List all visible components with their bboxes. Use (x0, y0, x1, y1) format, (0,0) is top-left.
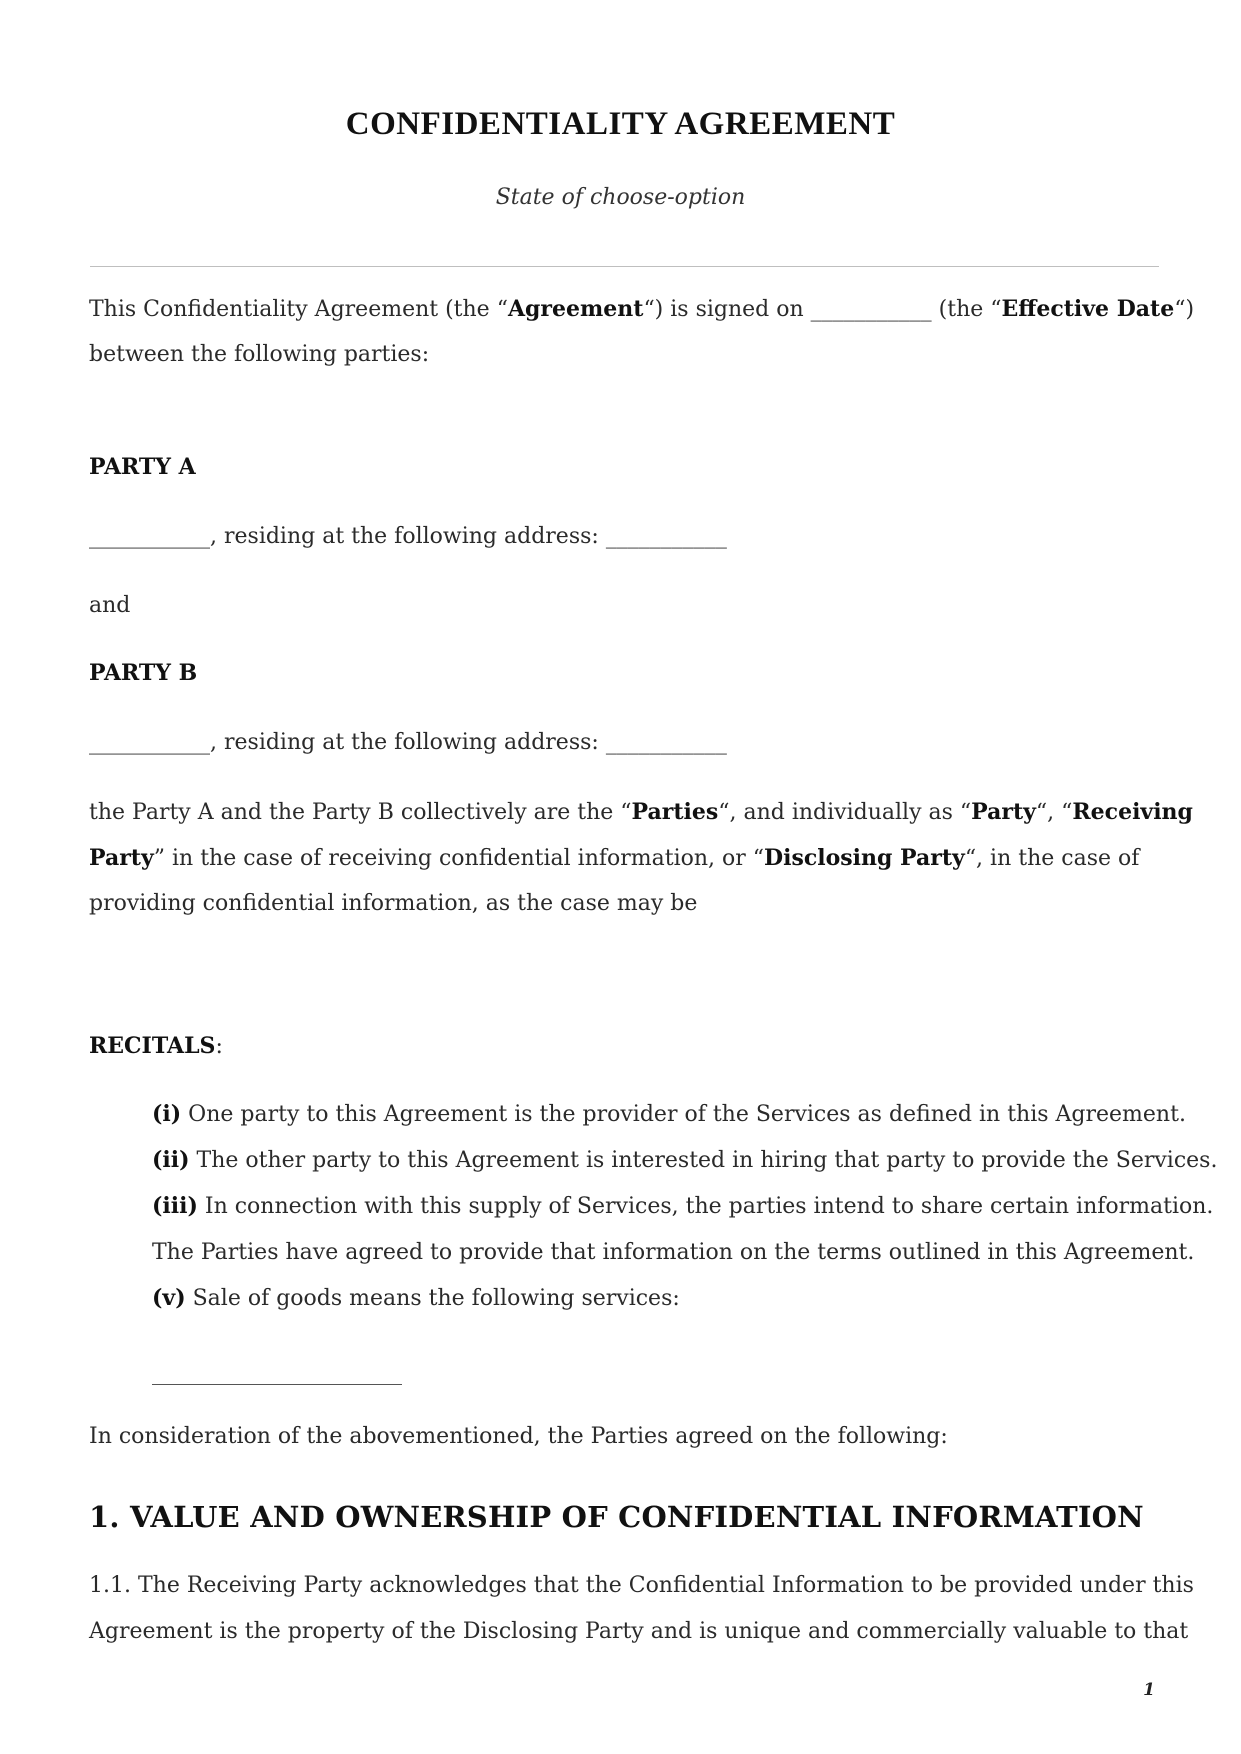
defined-term-disclosing-party: Disclosing Party (764, 845, 965, 871)
clause-1-1-line-1: 1.1. The Receiving Party acknowledges that the Confidential Information to be provided under this (89, 1573, 1194, 1598)
intro-text: This Confidentiality Agreement (the “ (89, 297, 508, 322)
party-b-details (89, 727, 727, 759)
definitions-text: “, in the case of (964, 846, 1140, 871)
defined-term-party: Party (971, 799, 1036, 825)
defined-term-parties: Parties (631, 799, 719, 825)
section-1-heading: 1. VALUE AND OWNERSHIP OF CONFIDENTIAL INFORMATION (89, 1500, 1144, 1534)
recital-text: In connection with this supply of Services, the parties intend to share certain information. (197, 1194, 1214, 1219)
party-b-name-blank: ___________ (89, 730, 210, 755)
definitions-text: “, “ (1035, 800, 1073, 825)
intro-line-1 (89, 293, 1194, 326)
defined-term-receiving-party: Party (89, 845, 154, 871)
recitals-heading (89, 1030, 223, 1063)
recital-marker: (iii) (152, 1193, 198, 1219)
party-b-heading: PARTY B (89, 660, 198, 686)
party-b-residing-text: , residing at the following address: (210, 730, 606, 755)
recital-item (152, 1282, 680, 1315)
definitions-line-2 (89, 842, 1139, 875)
recitals-heading-label: RECITALS (89, 1033, 216, 1059)
party-a-details (89, 521, 727, 553)
definitions-text: “, and individually as “ (718, 800, 972, 825)
definitions-line-3: providing confidential information, as the case may be (89, 891, 698, 916)
intro-line-2: between the following parties: (89, 342, 430, 367)
recital-item (152, 1190, 1213, 1223)
signing-date-blank: ___________ (810, 297, 932, 322)
recital-item (152, 1098, 1186, 1131)
defined-term-agreement: Agreement (507, 296, 644, 322)
recital-marker: (i) (152, 1101, 182, 1127)
party-a-name-blank: ___________ (89, 524, 210, 549)
defined-term-effective-date: Effective Date (1001, 296, 1175, 322)
title-divider (90, 266, 1159, 267)
recitals-colon: : (215, 1034, 223, 1059)
clause-1-1-line-2: Agreement is the property of the Disclosing Party and is unique and commercially valuable to that (89, 1619, 1189, 1644)
recital-text: One party to this Agreement is the provider of the Services as defined in this Agreement. (181, 1102, 1186, 1127)
recital-text: Sale of goods means the following services: (185, 1286, 680, 1311)
definitions-text: ” in the case of receiving confidential information, or “ (153, 846, 765, 871)
definitions-text: the Party A and the Party B collectively are the “ (89, 800, 632, 825)
recital-marker: (ii) (152, 1147, 190, 1173)
intro-text: “) is signed on (643, 297, 811, 322)
party-a-residing-text: , residing at the following address: (210, 524, 606, 549)
definitions-line-1 (89, 796, 1193, 829)
and-text: and (89, 593, 131, 618)
document-title: CONFIDENTIALITY AGREEMENT (345, 106, 896, 142)
recital-item (152, 1236, 1194, 1269)
party-a-heading: PARTY A (89, 454, 196, 480)
intro-text: “) (1174, 297, 1195, 322)
intro-text: (the “ (931, 297, 1002, 322)
recital-text: The Parties have agreed to provide that information on the terms outlined in this Agreement. (152, 1240, 1195, 1265)
document-subtitle: State of choose-option (495, 185, 746, 210)
recital-marker: (v) (152, 1285, 186, 1311)
services-blank-line (152, 1384, 402, 1385)
consideration-text: In consideration of the abovementioned, the Parties agreed on the following: (89, 1424, 948, 1449)
recital-item (152, 1144, 1217, 1177)
party-a-address-blank: ___________ (605, 524, 727, 549)
defined-term-receiving: Receiving (1072, 799, 1193, 825)
party-b-address-blank: ___________ (605, 730, 727, 755)
recital-text: The other party to this Agreement is interested in hiring that party to provide the Services. (189, 1148, 1218, 1173)
page-number: 1 (1143, 1680, 1155, 1700)
